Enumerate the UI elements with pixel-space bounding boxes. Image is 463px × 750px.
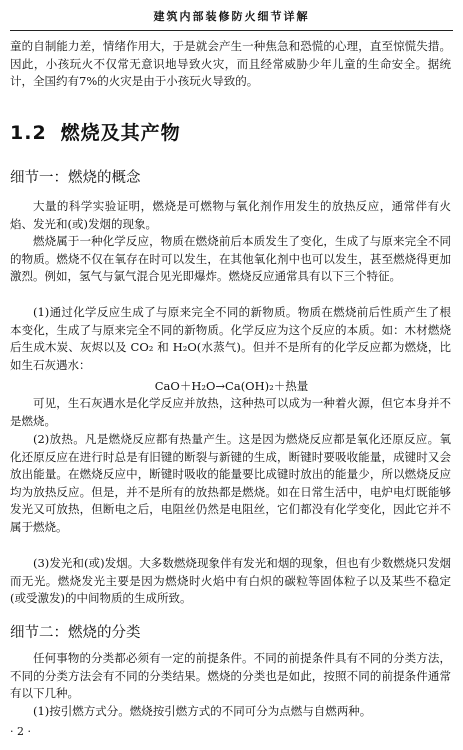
detail1-paragraph-2: 燃烧属于一种化学反应，物质在燃烧前后本质发生了变化，生成了与原来完全不同的物质。燃烧不仅在氧存在时可以发生，在其他氧化剂中也可以发生，甚至燃烧得更加激烈。例如，氢气与氯气混合见光即爆炸。燃烧反应通常具有以下三个特征。: [10, 234, 451, 283]
detail1-paragraph-6: (3)发光和(或)发烟。大多数燃烧现象伴有发光和烟的现象，但也有少数燃烧只发烟而无光。燃烧发光主要是因为燃烧时火焰中有白炽的碳粒等固体粒子以及某些不稳定(或受激发)的中间物质的生成所致。: [10, 556, 451, 605]
chemical-formula: CaO＋H₂O→Ca(OH)₂＋热量: [154, 379, 309, 393]
detail1-paragraph-3: (1)通过化学反应生成了与原来完全不同的新物质。物质在燃烧前后性质产生了根本变化，生成了与原来完全不同的新物质。化学反应为这个反应的本质。如：木材燃烧后生成木炭、灰烬以及 CO₂ 和 H₂O(水蒸气)。但并不是所有的化学反应都为燃烧，比如生石灰遇水：: [10, 305, 451, 372]
detail1-paragraph-4: 可见，生石灰遇水是化学反应并放热，这种热可以成为一种着火源，但它本身并不是燃烧。: [10, 396, 451, 428]
section-title: 燃烧及其产物: [60, 122, 181, 144]
detail1-paragraph-5: (2)放热。凡是燃烧反应都有热量产生。这是因为燃烧反应都是氧化还原反应。氧化还原反应在进行时总是有旧键的断裂与新键的生成，断键时要吸收能量，成键时又会放出能量。在燃烧反应中，断键时吸收的能量要比成键时放出的能量少，所以燃烧反应均为放热反应。但是，并不是所有的放热都是燃烧。如在日常生活中，电炉电灯既能够发光又可放热，但断电之后，电阻丝仍然是电阻丝，它们都没有化学变化，因此它并不属于燃烧。: [10, 432, 451, 534]
detail2-paragraph-2: (1)按引燃方式分。燃烧按引燃方式的不同可分为点燃与自燃两种。: [33, 704, 372, 718]
running-header: 建筑内部装修防火细节详解: [153, 10, 310, 23]
section-number: 1.2: [10, 122, 47, 144]
header-rule: [10, 30, 453, 31]
detail1-heading: 细节一：燃烧的概念: [10, 170, 141, 186]
detail2-heading: 细节二：燃烧的分类: [10, 625, 141, 641]
section-heading: [10, 118, 181, 145]
page-number: · 2 ·: [10, 725, 31, 738]
detail2-paragraph-1: 任何事物的分类都必须有一定的前提条件。不同的前提条件具有不同的分类方法，不同的分类方法会有不同的分类结果。燃烧的分类也是如此，按照不同的前提条件通常有以下几种。: [10, 651, 451, 700]
intro-paragraph: 童的自制能力差，情绪作用大，于是就会产生一种焦急和恐慌的心理，直至惊慌失措。因此，小孩玩火不仅常无意识地导致火灾，而且经常威胁少年儿童的生命安全。据统计，全国约有7%的火灾是由于小孩玩火导致的。: [10, 39, 451, 88]
detail1-paragraph-1: 大量的科学实验证明，燃烧是可燃物与氧化剂作用发生的放热反应，通常伴有火焰、发光和(或)发烟的现象。: [10, 199, 451, 231]
